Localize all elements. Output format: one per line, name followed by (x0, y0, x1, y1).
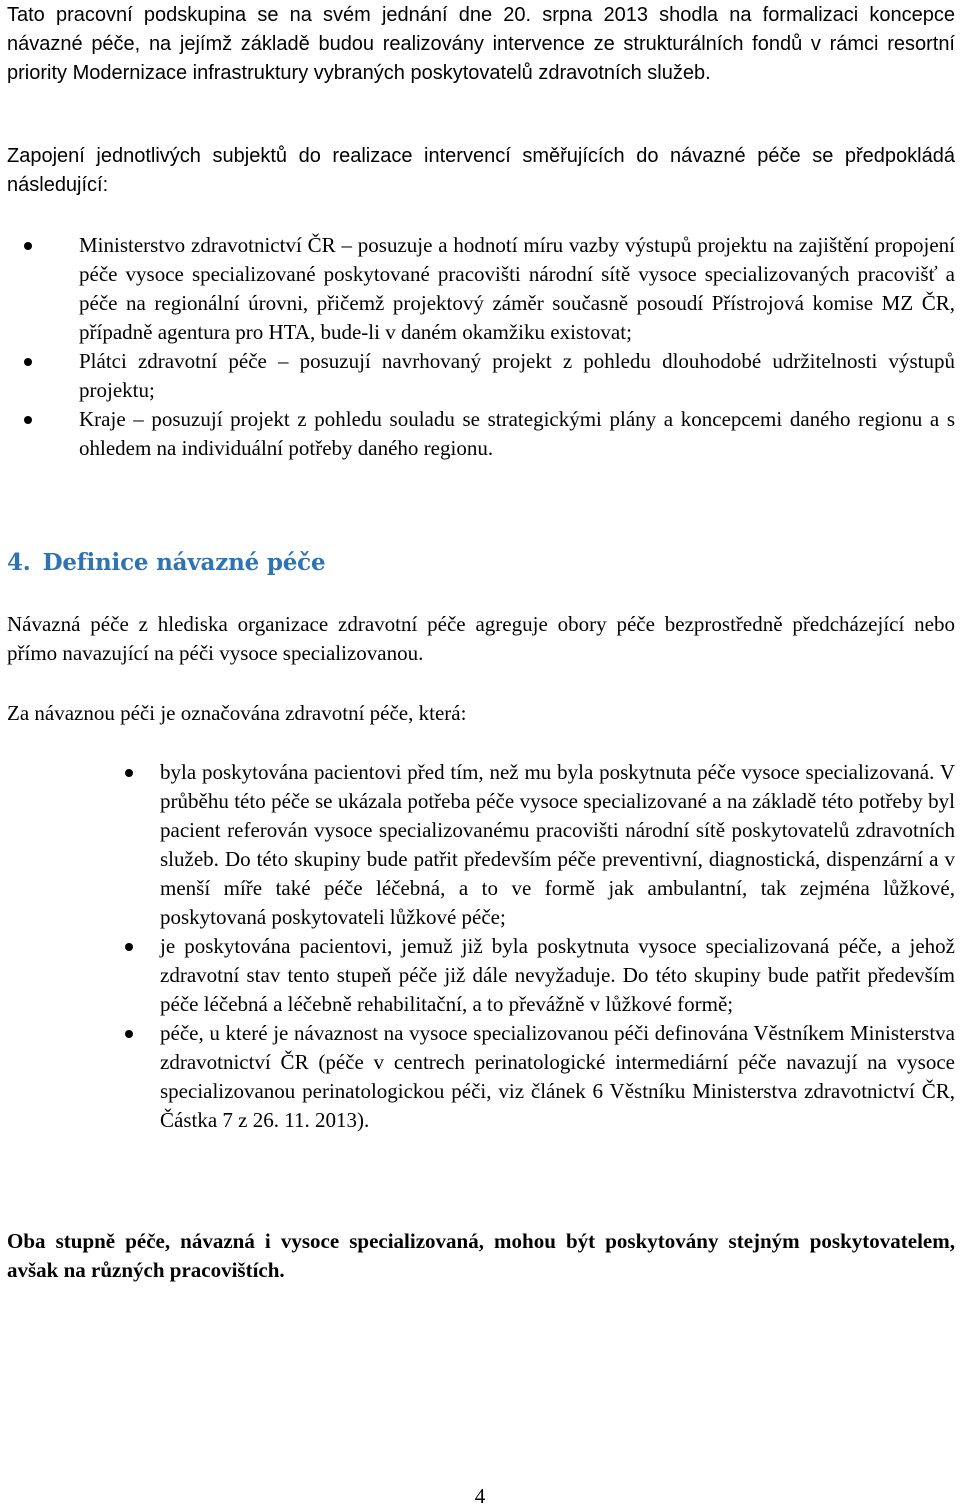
involvement-item-payers (79, 347, 955, 405)
care-item-preceding (160, 758, 955, 932)
conclusion-paragraph: Oba stupně péče, návazná i vysoce specializovaná, mohou být poskytovány stejným poskytovatelem, avšak na různých pracovištích. (7, 1229, 955, 1282)
section-title: Definice návazné péče (42, 549, 326, 576)
bullet-icon (125, 943, 133, 951)
section-heading (7, 548, 325, 578)
involvement-item-ministry (79, 231, 955, 347)
page-number: 4 (474, 1484, 486, 1508)
involvement-paragraph: Zapojení jednotlivých subjektů do realizace intervencí směřujících do návazné péče se předpokládá následující: (7, 145, 955, 196)
bullet-icon (125, 1030, 133, 1038)
care-item-following (160, 932, 955, 1019)
involvement-item-text: Kraje – posuzují projekt z pohledu souladu se strategickými plány a koncepcemi daného regionu a s ohledem na individuální potřeby daného regionu. (79, 407, 955, 460)
care-list (160, 758, 955, 1135)
involvement-list (79, 231, 955, 463)
care-item-defined (160, 1019, 955, 1135)
care-item-text: byla poskytována pacientovi před tím, než mu byla poskytnuta péče vysoce specializovaná. V průběhu této péče se ukázala potřeba péče vysoce specializované a na základě této potřeby byl pacient referován vysoce specializovanému pracovišti národní sítě poskytovatelů zdravotních služeb. Do této skupiny bude patřit především péče preventivní, diagnostická, dispenzární a v menší míře také péče léčebná, a to ve formě jak ambulantní, tak zejména lůžkové, poskytovaná poskytovateli lůžkové péče; (160, 760, 955, 929)
bullet-icon (24, 358, 32, 366)
care-item-text: je poskytována pacientovi, jemuž již byla poskytnuta vysoce specializovaná péče, a jehož zdravotní stav tento stupeň péče již dále nevyžaduje. Do této skupiny bude patřit především péče léčebná a léčebně rehabilitační, a to převážně v lůžkové formě; (160, 934, 955, 1016)
involvement-item-regions (79, 405, 955, 463)
marked-as-paragraph: Za návaznou péči je označována zdravotní péče, která: (7, 701, 467, 725)
involvement-item-text: Plátci zdravotní péče – posuzují navrhovaný projekt z pohledu dlouhodobé udržitelnosti výstupů projektu; (79, 349, 955, 402)
section-number: 4. (7, 549, 31, 576)
bullet-icon (125, 769, 133, 777)
bullet-icon (24, 242, 32, 250)
care-item-text: péče, u které je návaznost na vysoce specializovanou péči definována Věstníkem Ministerstva zdravotnictví ČR (péče v centrech perinatologické intermediární péče navazují na vysoce specializovanou perinatologickou péči, viz článek 6 Věstníku Ministerstva zdravotnictví ČR, Částka 7 z 26. 11. 2013). (160, 1021, 955, 1132)
intro-paragraph: Tato pracovní podskupina se na svém jednání dne 20. srpna 2013 shodla na formalizaci koncepce návazné péče, na jejímž základě budou realizovány intervence ze strukturálních fondů v rámci resortní priority Modernizace infrastruktury vybraných poskytovatelů zdravotních služeb. (7, 4, 955, 84)
bullet-icon (24, 416, 32, 424)
definition-paragraph: Návazná péče z hlediska organizace zdravotní péče agreguje obory péče bezprostředně předcházející nebo přímo navazující na péči vysoce specializovanou. (7, 612, 955, 665)
involvement-item-text: Ministerstvo zdravotnictví ČR – posuzuje a hodnotí míru vazby výstupů projektu na zajištění propojení péče vysoce specializované poskytované pracovišti národní sítě vysoce specializovaných pracovišť a péče na regionální úrovni, přičemž projektový záměr současně posoudí Přístrojová komise MZ ČR, případně agentura pro HTA, bude-li v daném okamžiku existovat; (79, 233, 955, 344)
